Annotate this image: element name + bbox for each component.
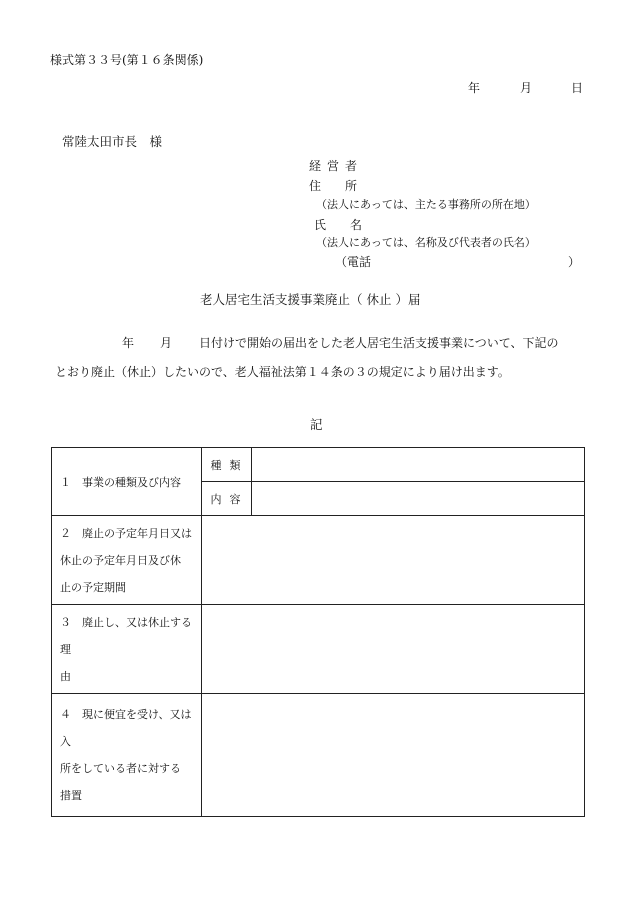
item2-label [52,516,202,605]
item3-label [52,605,202,694]
item1-sub-content-label: 内容 [202,482,252,516]
body-line2-text: とおり廃止（休止）したいので、老人福祉法第１４条の３の規定により届け出ます。 [55,365,510,379]
item3-field[interactable] [202,605,585,694]
ki-heading: 記 [310,417,323,432]
operator-phone-label: （電話 [335,255,372,269]
item2-field[interactable] [202,516,585,605]
date-day-label: 日 [571,81,584,95]
item3-label-line2: 由 [60,669,71,683]
table-row [52,694,585,817]
details-table [51,447,585,817]
item4-label-line1: ４ 現に便宜を受け、又は入 [60,708,192,748]
addressee: 常陸太田市長 様 [62,134,163,149]
item3-label-line1: ３ 廃止し、又は休止する理 [60,615,192,656]
item4-field[interactable] [202,694,585,817]
table-row [52,516,585,605]
item2-label-line1: ２ 廃止の予定年月日又は [60,526,192,540]
table-row [52,448,585,482]
body-line1-text: 日付けで開始の届出をした老人居宅生活支援事業について、下記の [199,336,559,350]
operator-name-label: 氏 名 [314,218,363,232]
item1-type-field[interactable] [252,448,585,482]
item4-label-line3: 措置 [60,789,82,802]
operator-title: 経営者 [309,159,364,173]
operator-phone-close: ） [568,255,581,269]
body-month-label: 月 [160,336,173,350]
item1-label: １ 事業の種類及び内容 [52,448,202,516]
item4-label [52,694,202,817]
date-year-label: 年 [468,81,481,95]
document-title: 老人居宅生活支援事業廃止（ 休止 ）届 [200,292,421,307]
item4-label-line2: 所をしている者に対する [60,762,181,775]
operator-name-note: （法人にあっては、名称及び代表者の氏名） [316,236,536,249]
date-month-label: 月 [520,81,533,95]
item2-label-line3: 止の予定期間 [60,580,126,594]
item1-content-field[interactable] [252,482,585,516]
item1-sub-type-label: 種類 [202,448,252,482]
operator-address-label: 住 所 [309,179,358,193]
item2-label-line2: 休止の予定年月日及び休 [60,553,181,567]
operator-address-note: （法人にあっては、主たる事務所の所在地） [316,198,536,211]
form-number: 様式第３３号(第１６条関係) [50,53,204,67]
body-year-label: 年 [122,336,135,350]
table-row [52,605,585,694]
